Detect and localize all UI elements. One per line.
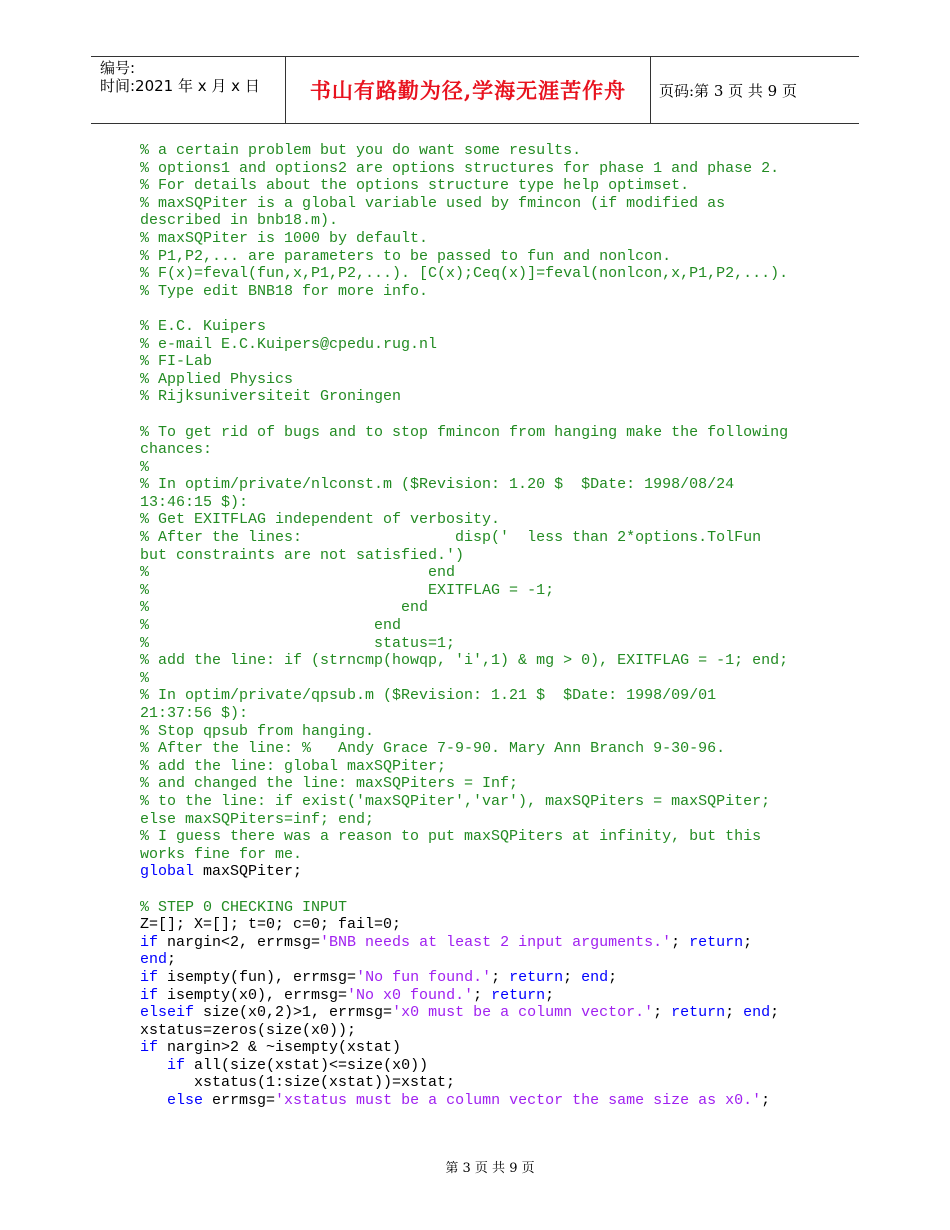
code-line bbox=[140, 1074, 830, 1092]
code-comment: % After the lines: disp(' less than 2*options.TolFun bbox=[140, 529, 762, 547]
code-text: ; bbox=[491, 968, 510, 986]
code-line bbox=[140, 687, 830, 705]
code-comment: % P1,P2,... are parameters to be passed to fun and nonlcon. bbox=[140, 247, 672, 265]
code-comment: % FI-Lab bbox=[140, 353, 213, 371]
code-line bbox=[140, 248, 830, 266]
code-text: maxSQPiter; bbox=[194, 863, 303, 881]
page-footer: 第 3 页 共 9 页 bbox=[445, 1161, 535, 1176]
code-text: ; bbox=[473, 986, 492, 1004]
code-text bbox=[140, 1092, 167, 1109]
code-line bbox=[140, 336, 830, 354]
code-string: 'BNB needs at least 2 input arguments.' bbox=[320, 933, 672, 951]
code-line bbox=[140, 406, 830, 424]
code-keyword: if bbox=[140, 933, 159, 951]
code-line bbox=[140, 863, 830, 881]
code-text: isempty(fun), errmsg= bbox=[158, 968, 357, 986]
code-line bbox=[140, 775, 830, 793]
code-string: 'xstatus must be a column vector the same size as x0.' bbox=[275, 1092, 762, 1110]
code-comment: % e-mail E.C.Kuipers@cpedu.rug.nl bbox=[140, 335, 438, 353]
code-line bbox=[140, 846, 830, 864]
code-text: nargin<2, errmsg= bbox=[158, 933, 321, 951]
code-comment: % Rijksuniversiteit Groningen bbox=[140, 388, 402, 406]
code-comment: % bbox=[140, 669, 150, 687]
code-comment: % status=1; bbox=[140, 634, 456, 652]
code-comment: % E.C. Kuipers bbox=[140, 317, 267, 335]
code-line bbox=[140, 212, 830, 230]
code-text: ; bbox=[608, 968, 618, 986]
code-comment: but constraints are not satisfied.') bbox=[140, 546, 465, 564]
code-line bbox=[140, 564, 830, 582]
code-line bbox=[140, 142, 830, 160]
code-line bbox=[140, 740, 830, 758]
code-text: ; bbox=[563, 968, 582, 986]
code-text: isempty(x0), errmsg= bbox=[158, 986, 348, 1004]
code-keyword: if bbox=[140, 968, 159, 986]
code-keyword: global bbox=[140, 863, 195, 881]
code-comment: % end bbox=[140, 599, 429, 617]
code-keyword: else bbox=[167, 1092, 204, 1110]
code-line bbox=[140, 160, 830, 178]
page-header bbox=[91, 56, 859, 124]
code-comment: % add the line: global maxSQPiter; bbox=[140, 757, 447, 775]
code-comment: % To get rid of bugs and to stop fmincon from hanging make the following bbox=[140, 423, 789, 441]
code-line bbox=[140, 318, 830, 336]
code-comment: % maxSQPiter is 1000 by default. bbox=[140, 229, 429, 247]
code-comment: else maxSQPiters=inf; end; bbox=[140, 810, 375, 828]
code-comment: % F(x)=feval(fun,x,P1,P2,...). [C(x);Ceq(x)]=feval(nonlcon,x,P1,P2,...). bbox=[140, 265, 789, 283]
header-meta-cell bbox=[91, 57, 286, 123]
header-motto: 书山有路勤为径,学海无涯苦作舟 bbox=[286, 57, 651, 123]
code-line bbox=[140, 1057, 830, 1075]
code-comment: 21:37:56 $): bbox=[140, 705, 249, 722]
code-keyword: if bbox=[140, 1039, 159, 1057]
code-text: ; bbox=[770, 1004, 780, 1022]
code-comment: % For details about the options structure type help optimset. bbox=[140, 177, 690, 195]
code-line bbox=[140, 723, 830, 741]
code-keyword: return bbox=[689, 933, 744, 951]
code-text bbox=[140, 1057, 167, 1074]
code-text: ; bbox=[761, 1092, 771, 1110]
code-comment: % add the line: if (strncmp(howqp, 'i',1) & mg > 0), EXITFLAG = -1; end; bbox=[140, 652, 789, 670]
code-text: all(size(xstat)<=size(x0)) bbox=[185, 1056, 429, 1074]
header-page-number: 页码:第 3 页 共 9 页 bbox=[659, 81, 797, 100]
code-keyword: elseif bbox=[140, 1004, 195, 1022]
code-keyword: return bbox=[671, 1004, 726, 1022]
code-line bbox=[140, 195, 830, 213]
code-text: ; bbox=[725, 1004, 744, 1022]
code-line bbox=[140, 1092, 830, 1110]
code-line bbox=[140, 811, 830, 829]
code-comment: works fine for me. bbox=[140, 845, 303, 863]
code-line bbox=[140, 635, 830, 653]
code-text: ; bbox=[743, 933, 753, 951]
code-comment: % In optim/private/qpsub.m ($Revision: 1.21 $ $Date: 1998/09/01 bbox=[140, 687, 717, 705]
document-number-label: 编号: bbox=[100, 59, 136, 77]
code-comment: % Stop qpsub from hanging. bbox=[140, 722, 375, 740]
code-line bbox=[140, 881, 830, 899]
code-comment: % After the line: % Andy Grace 7-9-90. Mary Ann Branch 9-30-96. bbox=[140, 740, 726, 758]
code-line bbox=[140, 617, 830, 635]
code-line bbox=[140, 353, 830, 371]
code-line bbox=[140, 1004, 830, 1022]
code-text: ; bbox=[653, 1004, 672, 1022]
code-keyword: return bbox=[491, 986, 546, 1004]
code-text: Z=[]; X=[]; t=0; c=0; fail=0; bbox=[140, 916, 402, 934]
code-keyword: end bbox=[581, 968, 609, 986]
code-keyword: if bbox=[140, 986, 159, 1004]
code-text: size(x0,2)>1, errmsg= bbox=[194, 1004, 393, 1022]
code-line bbox=[140, 1039, 830, 1057]
code-line bbox=[140, 476, 830, 494]
code-comment: % end bbox=[140, 564, 456, 582]
code-string: 'No x0 found.' bbox=[347, 986, 474, 1004]
code-line bbox=[140, 599, 830, 617]
code-line bbox=[140, 424, 830, 442]
code-string: 'x0 must be a column vector.' bbox=[392, 1004, 654, 1022]
code-line bbox=[140, 1022, 830, 1040]
code-comment: % Applied Physics bbox=[140, 370, 294, 388]
code-string: 'No fun found.' bbox=[356, 968, 492, 986]
code-comment: % maxSQPiter is a global variable used by fmincon (if modified as bbox=[140, 194, 726, 212]
code-text: errmsg= bbox=[203, 1092, 276, 1110]
code-keyword: return bbox=[509, 968, 564, 986]
code-line bbox=[140, 177, 830, 195]
code-line bbox=[140, 547, 830, 565]
code-line bbox=[140, 388, 830, 406]
code-text: ; bbox=[545, 986, 555, 1004]
code-comment: % to the line: if exist('maxSQPiter','var'), maxSQPiters = maxSQPiter; bbox=[140, 792, 771, 810]
code-text: ; bbox=[671, 933, 690, 951]
code-comment: % Get EXITFLAG independent of verbosity. bbox=[140, 511, 501, 529]
code-comment: % a certain problem but you do want some results. bbox=[140, 142, 582, 159]
code-comment: % STEP 0 CHECKING INPUT bbox=[140, 898, 348, 916]
code-keyword: if bbox=[167, 1056, 186, 1074]
code-text: xstatus=zeros(size(x0)); bbox=[140, 1021, 357, 1039]
code-line bbox=[140, 230, 830, 248]
code-line bbox=[140, 300, 830, 318]
code-line bbox=[140, 582, 830, 600]
code-line bbox=[140, 652, 830, 670]
code-text: xstatus(1:size(xstat))=xstat; bbox=[140, 1074, 456, 1092]
code-comment: % bbox=[140, 458, 150, 476]
code-line bbox=[140, 529, 830, 547]
code-line bbox=[140, 670, 830, 688]
document-time-label: 时间:2021 年 x 月 x 日 bbox=[100, 77, 260, 95]
code-line bbox=[140, 371, 830, 389]
code-line bbox=[140, 987, 830, 1005]
code-comment: % and changed the line: maxSQPiters = Inf; bbox=[140, 775, 519, 793]
code-line bbox=[140, 916, 830, 934]
code-comment: % EXITFLAG = -1; bbox=[140, 581, 555, 599]
code-keyword: end bbox=[743, 1004, 771, 1022]
code-line bbox=[140, 758, 830, 776]
code-listing bbox=[140, 142, 830, 1110]
code-comment: described in bnb18.m). bbox=[140, 212, 339, 230]
code-comment: % I guess there was a reason to put maxSQPiters at infinity, but this bbox=[140, 828, 762, 846]
code-line bbox=[140, 705, 830, 723]
code-keyword: end bbox=[140, 951, 168, 969]
code-line bbox=[140, 283, 830, 301]
code-text: nargin>2 & ~isempty(xstat) bbox=[158, 1039, 402, 1057]
code-line bbox=[140, 511, 830, 529]
code-line bbox=[140, 934, 830, 952]
code-text: ; bbox=[167, 951, 177, 969]
code-line bbox=[140, 828, 830, 846]
code-line bbox=[140, 899, 830, 917]
code-comment: 13:46:15 $): bbox=[140, 493, 249, 511]
code-line bbox=[140, 494, 830, 512]
code-comment: chances: bbox=[140, 441, 213, 459]
code-comment: % Type edit BNB18 for more info. bbox=[140, 282, 429, 300]
code-line bbox=[140, 265, 830, 283]
code-comment: % end bbox=[140, 617, 402, 635]
code-line bbox=[140, 459, 830, 477]
code-comment: % In optim/private/nlconst.m ($Revision: 1.20 $ $Date: 1998/08/24 bbox=[140, 476, 735, 494]
code-line bbox=[140, 441, 830, 459]
code-line bbox=[140, 951, 830, 969]
code-comment: % options1 and options2 are options structures for phase 1 and phase 2. bbox=[140, 159, 780, 177]
code-line bbox=[140, 969, 830, 987]
code-line bbox=[140, 793, 830, 811]
